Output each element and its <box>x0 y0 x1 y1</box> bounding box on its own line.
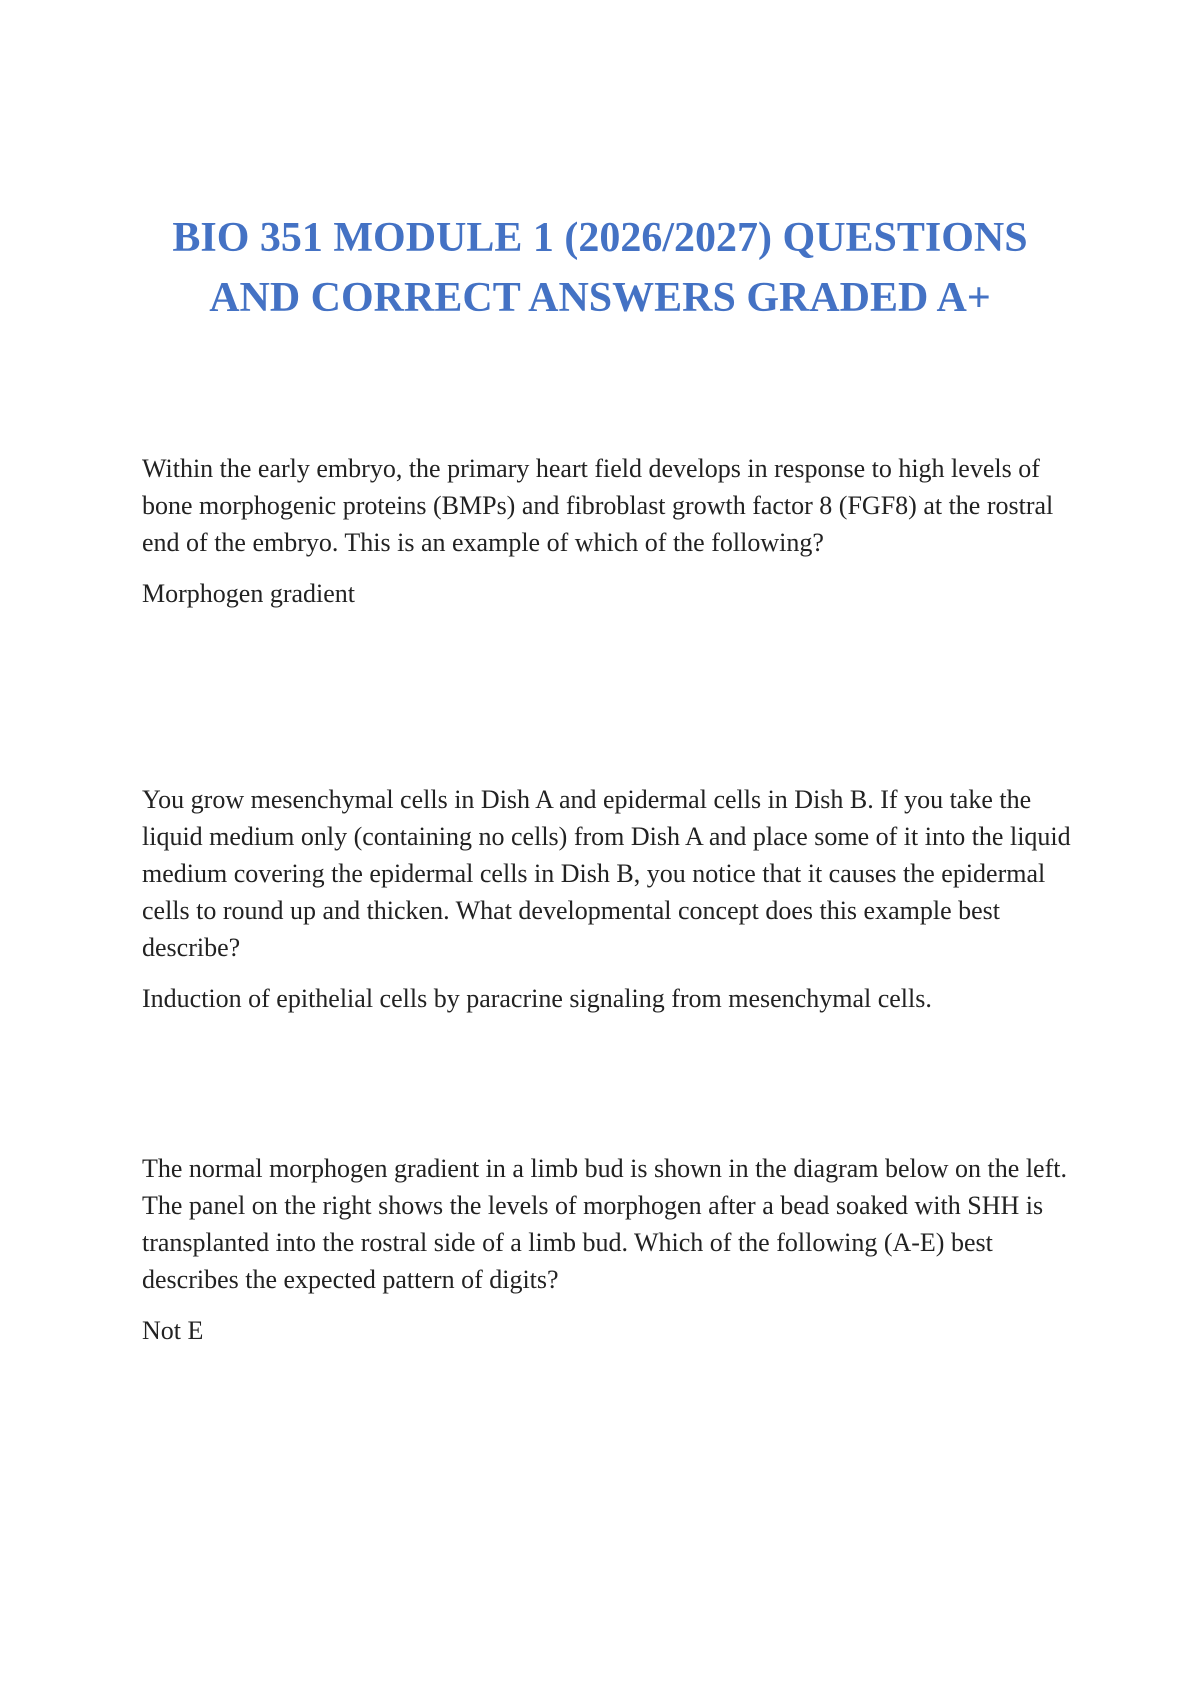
answer-text-1: Morphogen gradient <box>142 579 356 608</box>
question-block-3 <box>142 1150 1082 1349</box>
question-block-1 <box>142 450 1082 612</box>
question-text-1: Within the early embryo, the primary heart field develops in response to high levels of bone morphogenic proteins (BMPs) and fibroblast growth factor 8 (FGF8) at the rostral end of the embryo. This is an example of which of the following? <box>142 454 1054 557</box>
answer-text-2: Induction of epithelial cells by paracrine signaling from mesenchymal cells. <box>142 984 932 1013</box>
document-title: BIO 351 MODULE 1 (2026/2027) QUESTIONS AND CORRECT ANSWERS GRADED A+ <box>172 215 1028 321</box>
answer-text-3: Not E <box>142 1316 204 1345</box>
question-text-3: The normal morphogen gradient in a limb bud is shown in the diagram below on the left. The panel on the right shows the levels of morphogen after a bead soaked with SHH is transplanted into the rostral side of a limb bud. Which of the following (A-E) best describes the expected pattern of digits? <box>142 1154 1067 1294</box>
question-block-2 <box>142 781 1082 1017</box>
question-text-2: You grow mesenchymal cells in Dish A and epidermal cells in Dish B. If you take the liquid medium only (containing no cells) from Dish A and place some of it into the liquid medium covering the epidermal cells in Dish B, you notice that it causes the epidermal cells to round up and thicken. What developmental concept does this example best describe? <box>142 785 1071 962</box>
